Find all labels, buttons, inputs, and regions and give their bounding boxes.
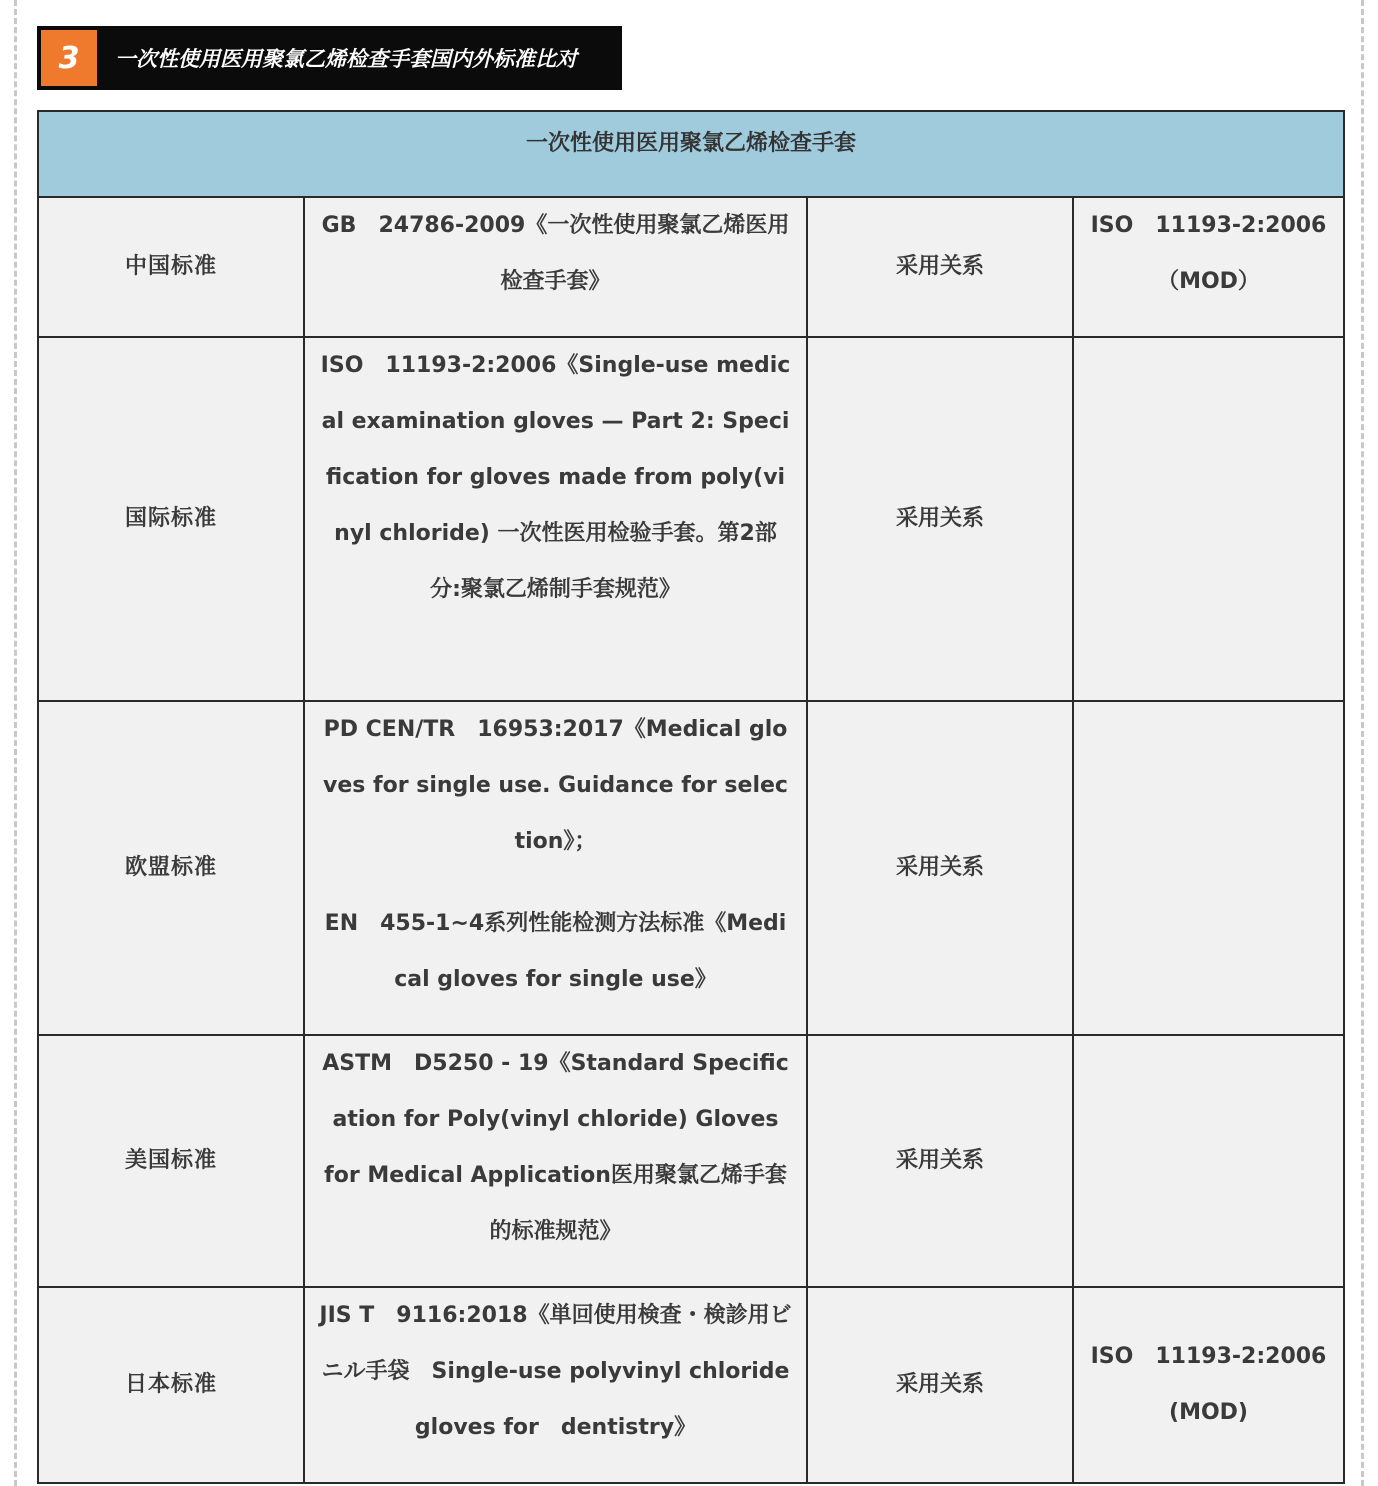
standard-text: JIS T 9116:2018《単回使用検査・検診用ビニル手袋 Single-use polyvinyl chloride gloves for dentistry》	[319, 1303, 792, 1440]
relation-cell: 采用关系	[807, 1287, 1073, 1483]
standard-cell	[304, 1035, 807, 1287]
table-title: 一次性使用医用聚氯乙烯检查手套	[38, 111, 1344, 197]
standard-text: ASTM D5250 - 19《Standard Specification for Poly(vinyl chloride) Gloves for Medical Application医用聚氯乙烯手套的标准规范》	[322, 1051, 801, 1244]
table-row	[38, 337, 1344, 701]
table-row	[38, 1287, 1344, 1483]
section-title: 一次性使用医用聚氯乙烯检查手套国内外标准比对	[115, 47, 577, 71]
adoption-cell	[1073, 337, 1344, 701]
standard-cell	[304, 197, 807, 337]
adoption-cell: ISO 11193-2:2006 (MOD)	[1073, 1287, 1344, 1483]
section-number-badge: 3	[41, 30, 97, 86]
standard-text: ISO 11193-2:2006《Single-use medical examination gloves — Part 2: Specification for gloves made from poly(vinyl chloride) 一次性医用检验手套。第2部分:聚氯乙烯制手套规范》	[320, 353, 791, 602]
adoption-cell	[1073, 1035, 1344, 1287]
section-heading	[37, 26, 622, 90]
relation-cell: 采用关系	[807, 197, 1073, 337]
standard-text: EN 455-1~4系列性能检测方法标准《Medical gloves for single use》	[324, 911, 787, 992]
adoption-cell: ISO 11193-2:2006（MOD）	[1073, 197, 1344, 337]
region-cell: 日本标准	[38, 1287, 304, 1483]
table-row	[38, 1035, 1344, 1287]
relation-cell: 采用关系	[807, 337, 1073, 701]
table-title-row	[38, 111, 1344, 197]
relation-cell: 采用关系	[807, 1035, 1073, 1287]
standard-cell	[304, 701, 807, 1035]
standard-cell	[304, 1287, 807, 1483]
relation-cell: 采用关系	[807, 701, 1073, 1035]
region-cell: 欧盟标准	[38, 701, 304, 1035]
standard-text: GB 24786-2009《一次性使用聚氯乙烯医用检查手套》	[321, 213, 790, 294]
standard-text: PD CEN/TR 16953:2017《Medical gloves for single use. Guidance for selection》；	[323, 717, 788, 854]
region-cell: 中国标准	[38, 197, 304, 337]
table-row	[38, 197, 1344, 337]
standards-comparison-table	[37, 110, 1345, 1484]
region-cell: 美国标准	[38, 1035, 304, 1287]
standard-cell	[304, 337, 807, 701]
table-row	[38, 701, 1344, 1035]
adoption-cell	[1073, 701, 1344, 1035]
region-cell: 国际标准	[38, 337, 304, 701]
